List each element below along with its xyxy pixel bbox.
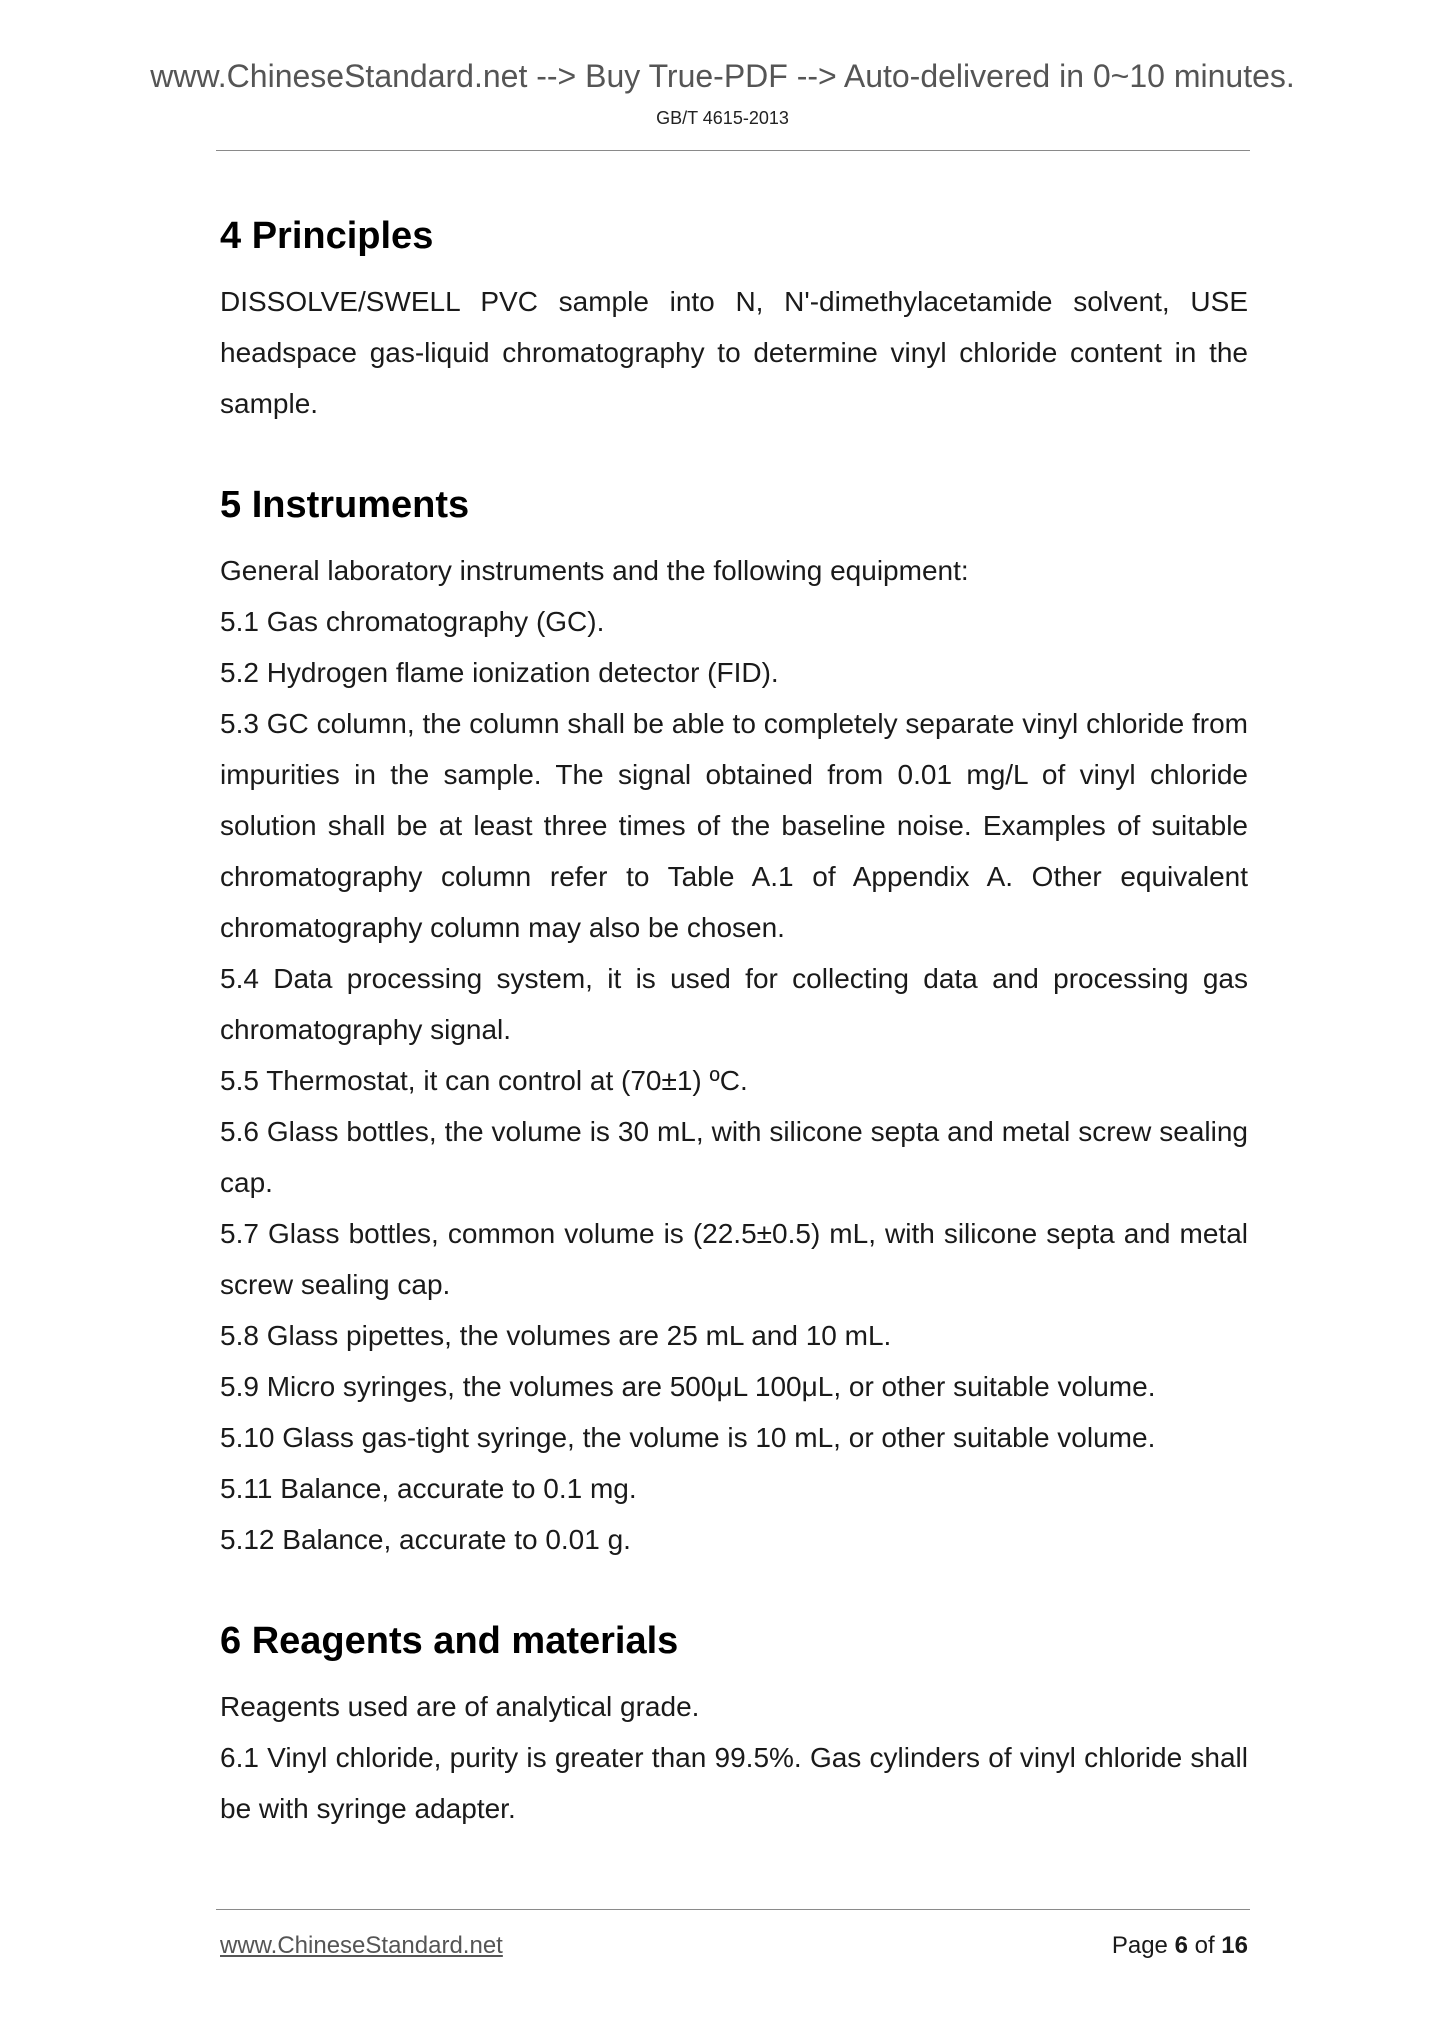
total-pages: 16	[1221, 1932, 1248, 1959]
list-item: 5.11 Balance, accurate to 0.1 mg.	[220, 1473, 637, 1504]
list-item: 5.3 GC column, the column shall be able to completely separate vinyl chloride from impurities in the sample. The signal obtained from 0.01 mg/L of vinyl chloride solution shall be at least three times of the baseline noise. Examples of suitable chromatography column refer to Table A.1 of Appendix A. Other equivalent chromatography column may also be chosen.	[220, 708, 1248, 943]
paragraph: Reagents used are of analytical grade.	[220, 1691, 700, 1722]
footer-website-link[interactable]: www.ChineseStandard.net	[220, 1932, 503, 1959]
page-body	[220, 196, 1248, 1834]
section-principles	[220, 196, 1248, 429]
list-item: 5.1 Gas chromatography (GC).	[220, 606, 605, 637]
list-item: 5.10 Glass gas-tight syringe, the volume is 10 mL, or other suitable volume.	[220, 1422, 1156, 1453]
section-heading: 5 Instruments	[220, 484, 470, 526]
section-reagents	[220, 1601, 1248, 1834]
list-item: 5.4 Data processing system, it is used for collecting data and processing gas chromatography signal.	[220, 963, 1248, 1045]
list-item: 5.9 Micro syringes, the volumes are 500μL 100μL, or other suitable volume.	[220, 1371, 1156, 1402]
page-label: Page	[1111, 1932, 1168, 1959]
list-item: 6.1 Vinyl chloride, purity is greater than 99.5%. Gas cylinders of vinyl chloride shall be with syringe adapter.	[220, 1742, 1248, 1824]
paragraph: General laboratory instruments and the following equipment:	[220, 555, 969, 586]
paragraph: DISSOLVE/SWELL PVC sample into N, N'-dimethylacetamide solvent, USE headspace gas-liquid chromatography to determine vinyl chloride content in the sample.	[220, 286, 1248, 419]
section-heading: 4 Principles	[220, 215, 434, 257]
list-item: 5.6 Glass bottles, the volume is 30 mL, with silicone septa and metal screw sealing cap.	[220, 1116, 1248, 1198]
list-item: 5.2 Hydrogen flame ionization detector (FID).	[220, 657, 779, 688]
list-item: 5.12 Balance, accurate to 0.01 g.	[220, 1524, 631, 1555]
header-divider	[216, 150, 1250, 151]
footer-divider	[216, 1909, 1250, 1910]
section-instruments	[220, 465, 1248, 1565]
page-number	[1112, 1930, 1248, 1962]
section-heading: 6 Reagents and materials	[220, 1620, 679, 1662]
list-item: 5.5 Thermostat, it can control at (70±1) ºC.	[220, 1065, 748, 1096]
list-item: 5.7 Glass bottles, common volume is (22.5±0.5) mL, with silicone septa and metal screw sealing cap.	[220, 1218, 1248, 1300]
document-id: GB/T 4615-2013	[656, 108, 789, 128]
current-page: 6	[1174, 1932, 1188, 1959]
page-of-label: of	[1194, 1932, 1215, 1959]
header-banner: www.ChineseStandard.net --> Buy True-PDF --> Auto-delivered in 0~10 minutes.	[150, 58, 1295, 94]
list-item: 5.8 Glass pipettes, the volumes are 25 mL and 10 mL.	[220, 1320, 892, 1351]
